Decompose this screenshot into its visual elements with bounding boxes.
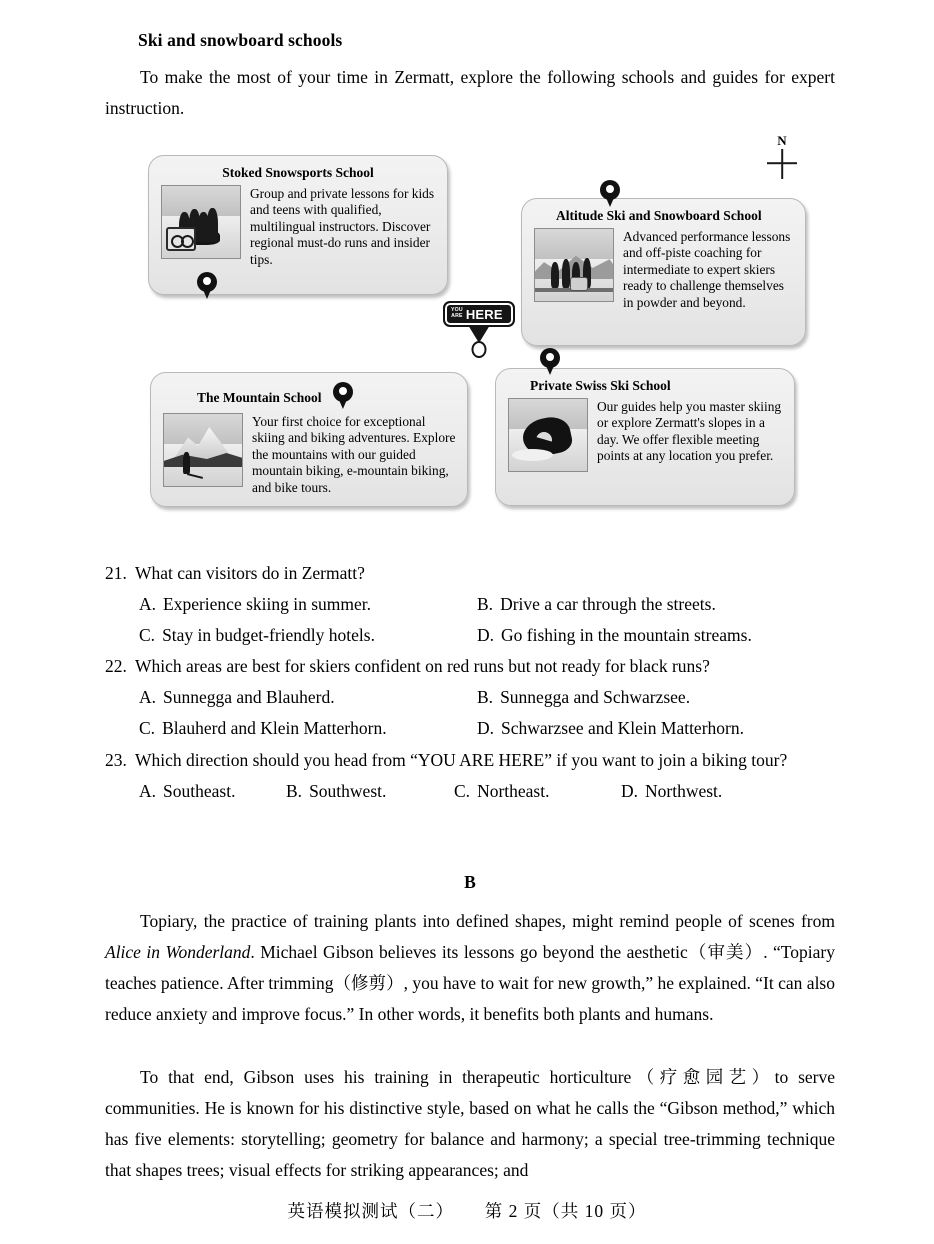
card-title: The Mountain School [197,390,322,405]
option-row [105,776,835,807]
option-letter: C. [139,718,156,738]
option-text: Blauherd and Klein Matterhorn. [162,718,387,738]
map-pin-private-swiss-ski-school[interactable] [540,348,560,375]
option-b[interactable] [477,589,716,620]
footer-exam-title: 英语模拟测试（二） [287,1201,454,1221]
card-thumbnail-mountain-peak-skier [163,413,243,487]
passage-paragraph-2: To that end, Gibson uses his training in therapeutic horticulture（疗愈园艺）to serve communities. He is known for his distinctive style, based on what he calls the “Gibson method,” which has five elements: storytelling; geometry for balance and harmony; a special tree-trimming technique that shapes trees; visual effects for striking appearances; and [105,1067,835,1180]
question-23 [105,745,835,807]
option-letter: C. [454,781,471,801]
map-card-altitude-ski-and-snowboard-school[interactable] [521,198,806,346]
option-letter: A. [139,687,157,707]
you-are-here-ring [472,341,487,358]
question-text: What can visitors do in Zermatt? [135,563,365,583]
option-text: Experience skiing in summer. [163,594,372,614]
compass-vertical-line [781,149,783,179]
option-letter: B. [477,594,494,614]
option-text: Sunnegga and Schwarzsee. [500,687,691,707]
question-number: 23. [105,750,127,770]
option-text: Drive a car through the streets. [500,594,716,614]
card-title: Altitude Ski and Snowboard School [556,208,762,223]
option-letter: B. [286,781,303,801]
card-description: Group and private lessons for kids and teens with qualified, multilingual instructors. Discover regional must-do runs and insider tips. [250,186,435,267]
compass-horizontal-line [767,162,797,164]
compass-rose [765,133,799,183]
passage-p1-part-b: . Michael Gibson believes its lessons go beyond the aesthetic（审美）. “Topiary teaches patience. After trimming（修剪）, you have to wait for new growth,” he explained. “It can also reduce anxiety and improve focus.” In other words, it benefits both plants and humans. [105,942,835,1024]
question-number: 22. [105,656,127,676]
option-d[interactable] [477,713,744,744]
passage-paragraph-1 [105,906,835,1030]
you-are-here-line2: ARE [451,313,463,319]
option-text: Stay in budget-friendly hotels. [162,625,375,645]
page-footer [0,1198,934,1223]
map-pin-altitude-ski-school[interactable] [600,180,620,207]
compass-north-label: N [777,133,787,148]
section-subheading: Ski and snowboard schools [138,30,343,50]
option-letter: D. [477,718,495,738]
option-row [105,620,835,651]
option-row [105,682,835,713]
card-title: Stoked Snowsports School [222,165,374,180]
card-title-row [151,382,467,409]
option-letter: A. [139,594,157,614]
passage-section-letter: B [464,872,476,892]
you-are-here-line1: YOU [451,307,463,314]
option-c[interactable] [139,620,477,651]
footer-page-number: 第 2 页（共 10 页） [484,1201,647,1221]
map-card-stoked-snowsports-school[interactable] [148,155,448,295]
option-letter: B. [477,687,494,707]
map-pin-the-mountain-school[interactable] [333,382,353,409]
question-number: 21. [105,563,127,583]
you-are-here-badge [443,301,515,327]
option-b[interactable] [477,682,690,713]
intro-paragraph: To make the most of your time in Zermatt, explore the following schools and guides for expert instruction. [105,67,835,118]
card-description: Advanced performance lessons and off-piste coaching for intermediate to expert skiers ready to challenge themselves in powder and beyond. [623,229,791,310]
option-letter: A. [139,781,157,801]
option-a[interactable] [139,776,286,807]
question-stem [105,558,835,589]
option-row [105,589,835,620]
option-text: Sunnegga and Blauherd. [163,687,335,707]
you-are-here-label: HERE [465,306,503,322]
option-letter: D. [621,781,639,801]
map-card-the-mountain-school[interactable] [150,372,468,507]
option-a[interactable] [139,682,477,713]
option-d[interactable] [621,776,722,807]
question-22 [105,651,835,744]
option-text: Northeast. [477,781,550,801]
option-text: Southeast. [163,781,236,801]
option-a[interactable] [139,589,477,620]
option-text: Southwest. [309,781,387,801]
card-description: Our guides help you master skiing or explore Zermatt's slopes in a day. We offer flexible meeting points at any location you prefer. [597,399,782,464]
book-title-alice-in-wonderland: Alice in Wonderland [105,942,251,962]
option-text: Schwarzsee and Klein Matterhorn. [501,718,744,738]
option-d[interactable] [477,620,752,651]
card-thumbnail-skiers-on-ridge [534,228,614,302]
passage-p1-part-a: Topiary, the practice of training plants into defined shapes, might remind people of scenes from [140,911,835,931]
question-21 [105,558,835,651]
question-stem [105,651,835,682]
option-letter: C. [139,625,156,645]
question-stem [105,745,835,776]
you-are-here-marker[interactable] [443,301,515,327]
question-text: Which direction should you head from “YOU ARE HERE” if you want to join a biking tour? [135,750,788,770]
option-row [105,713,835,744]
card-description: Your first choice for exceptional skiing and biking adventures. Explore the mountains with our guided mountain biking, e-mountain biking, and bike tours. [252,414,456,495]
question-text: Which areas are best for skiers confident on red runs but not ready for black runs? [135,656,710,676]
card-thumbnail-group-of-skiers [161,185,241,259]
card-thumbnail-carving-skier [508,398,588,472]
option-c[interactable] [139,713,477,744]
ski-schools-map [0,0,934,495]
map-card-private-swiss-ski-school[interactable] [495,368,795,506]
card-title: Private Swiss Ski School [530,378,671,393]
option-text: Go fishing in the mountain streams. [501,625,752,645]
option-b[interactable] [286,776,454,807]
option-text: Northwest. [645,781,723,801]
option-c[interactable] [454,776,621,807]
map-pin-stoked-snowsports-school[interactable] [197,272,217,299]
option-letter: D. [477,625,495,645]
